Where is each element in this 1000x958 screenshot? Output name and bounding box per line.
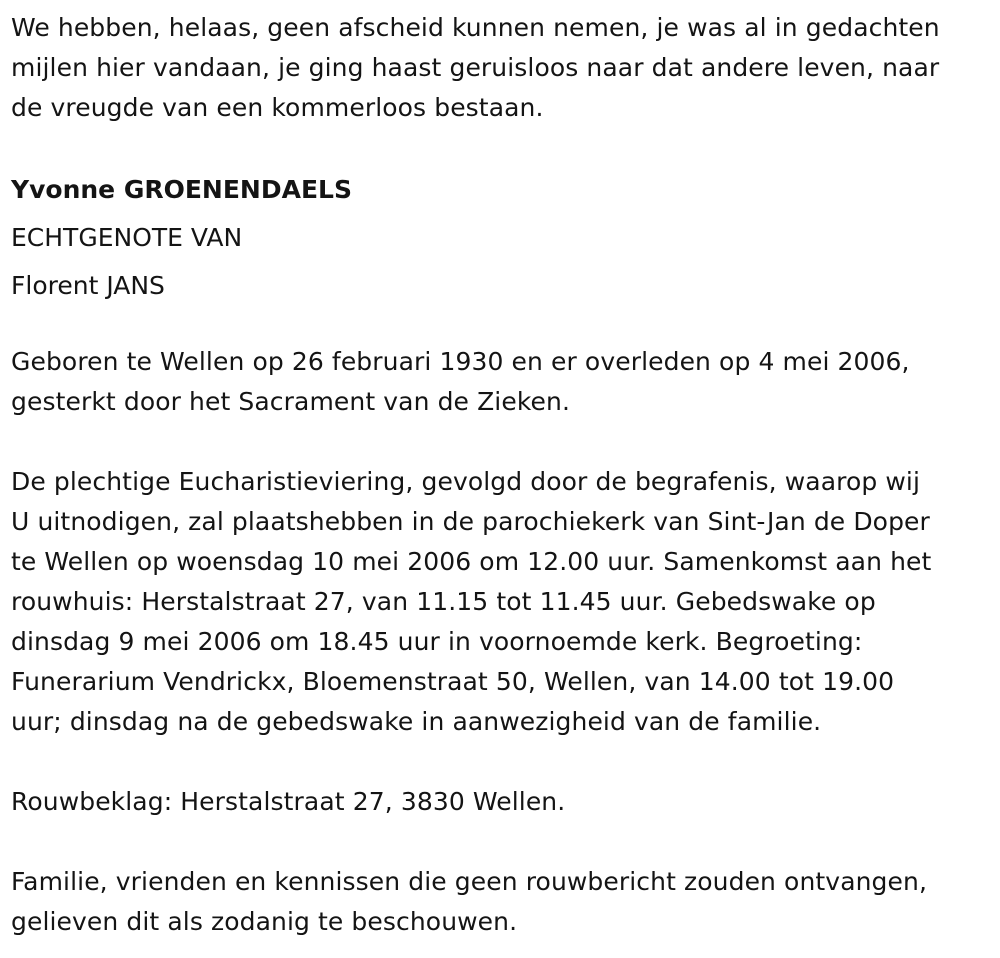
closing-paragraph: Familie, vrienden en kennissen die geen rouwbericht zouden ontvangen, gelieven dit als zodanig te beschouwen.: [11, 867, 927, 936]
spouse-name: Florent JANS: [11, 271, 165, 300]
obituary-document: [11, 8, 991, 942]
relation-label: ECHTGENOTE VAN: [11, 223, 243, 252]
birth-death-paragraph: Geboren te Wellen op 26 februari 1930 en er overleden op 4 mei 2006, gesterkt door het Sacrament van de Zieken.: [11, 347, 910, 416]
deceased-name: Yvonne GROENENDAELS: [11, 175, 352, 204]
ceremony-paragraph: De plechtige Eucharistieviering, gevolgd door de begrafenis, waarop wij U uitnodigen, zal plaatshebben in de parochiekerk van Sint-Jan de Doper te Wellen op woensdag 10 mei 2006 om 12.00 uur. Samenkomst aan het rouwhuis: Herstalstraat 27, van 11.15 tot 11.45 uur. Gebedswake op dinsdag 9 mei 2006 om 18.45 uur in voornoemde kerk. Begroeting: Funerarium Vendrickx, Bloemenstraat 50, Wellen, van 14.00 tot 19.00 uur; dinsdag na de gebedswake in aanwezigheid van de familie.: [11, 467, 932, 736]
condolences-address: Rouwbeklag: Herstalstraat 27, 3830 Wellen.: [11, 787, 566, 816]
name-block: [11, 166, 991, 310]
opening-poem: We hebben, helaas, geen afscheid kunnen nemen, je was al in gedachten mijlen hier vandaan, je ging haast geruisloos naar dat andere leven, naar de vreugde van een kommerloos bestaan.: [11, 13, 940, 122]
